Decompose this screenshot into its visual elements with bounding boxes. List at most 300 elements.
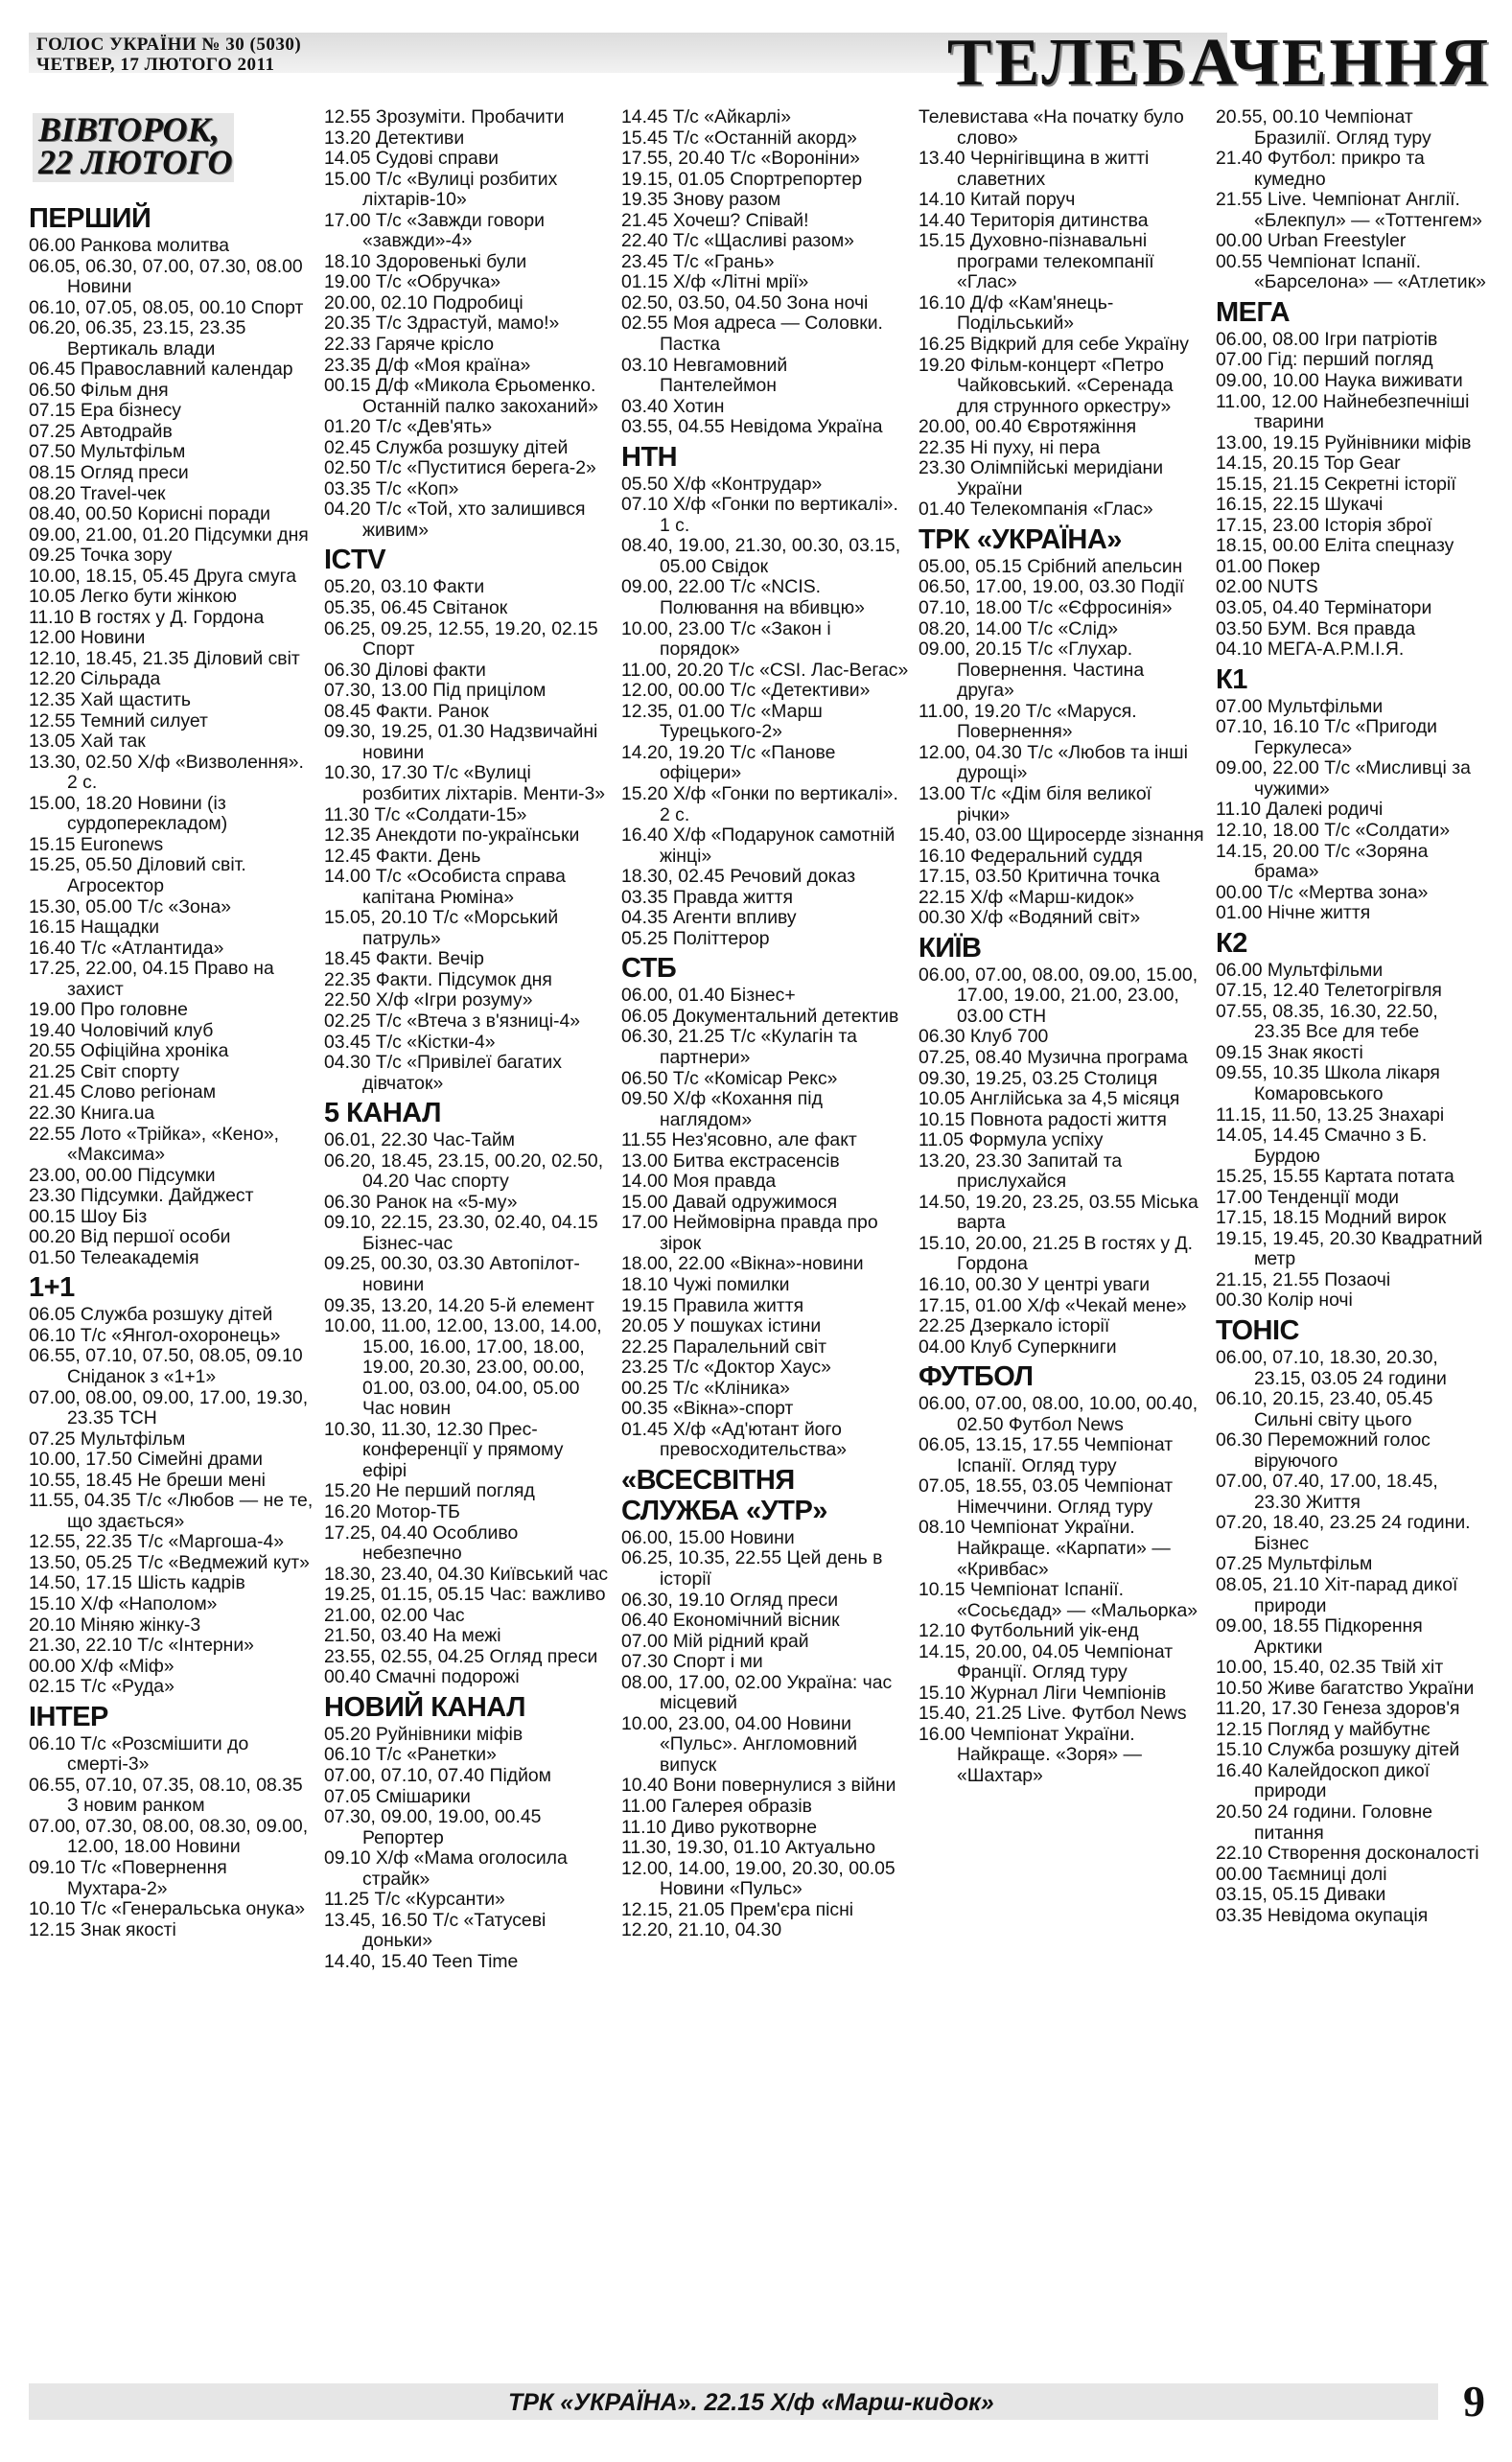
schedule-entry: 01.45 Х/ф «Ад'ютант його превосходительства» <box>621 1418 848 1461</box>
schedule-entry: 08.10 Чемпіонат України. Найкраще. «Карпати» — «Кривбас» <box>919 1517 1171 1580</box>
schedule-entry: 12.35 Хай щастить <box>29 689 191 711</box>
schedule-entry: 06.25, 10.35, 22.55 Цей день в історії <box>621 1547 883 1590</box>
schedule-entry: 09.30, 19.25, 03.25 Столиця <box>919 1067 1158 1089</box>
schedule-entry: 22.50 Х/ф «Ігри розуму» <box>324 989 533 1011</box>
schedule-entry: 07.05 Смішарики <box>324 1785 471 1807</box>
schedule-entry: 09.55, 10.35 Школа лікаря Комаровського <box>1216 1062 1440 1104</box>
schedule-entry: 00.00 Т/с «Мертва зона» <box>1216 881 1429 903</box>
schedule-entry: 14.10 Китай поруч <box>919 189 1076 211</box>
schedule-entry: 07.10, 16.10 Т/с «Пригоди Геркулеса» <box>1216 716 1438 758</box>
schedule-entry: 06.30 Переможний голос віруючого <box>1216 1429 1431 1472</box>
schedule-entry: 07.00 Гід: перший погляд <box>1216 349 1433 371</box>
channel-title: К1 <box>1216 663 1247 695</box>
issue-date: ЧЕТВЕР, 17 ЛЮТОГО 2011 <box>36 55 275 75</box>
day-weekday: ВІВТОРОК, <box>38 110 220 149</box>
channel-title: ПЕРШИЙ <box>29 203 151 234</box>
schedule-entry: 15.20 Х/ф «Гонки по вертикалі». 2 с. <box>621 782 898 825</box>
schedule-entry: 08.40, 19.00, 21.30, 00.30, 03.15, 05.00 Свідок <box>621 535 901 577</box>
schedule-entry: 20.00, 02.10 Подробиці <box>324 291 523 314</box>
schedule-entry: 06.30 Ранок на «5-му» <box>324 1191 518 1213</box>
schedule-entry: 06.05, 06.30, 07.00, 07.30, 08.00 Новини <box>29 255 303 298</box>
schedule-entry: 15.15 Euronews <box>29 833 164 855</box>
schedule-entry: 15.40, 03.00 Щиросерде зізнання <box>919 825 1204 847</box>
schedule-entry: 22.35 Факти. Підсумок дня <box>324 968 552 990</box>
schedule-entry: 05.20 Руйнівники міфів <box>324 1723 523 1745</box>
schedule-entry: 02.15 Т/с «Руда» <box>29 1676 174 1698</box>
schedule-entry: 16.10, 00.30 У центрі уваги <box>919 1273 1151 1295</box>
schedule-entry: 17.00 Неймовірна правда про зірок <box>621 1212 878 1254</box>
schedule-entry: 17.15, 03.50 Критична точка <box>919 866 1160 888</box>
schedule-entry: 06.00, 07.00, 08.00, 10.00, 00.40, 02.50 Футбол News <box>919 1393 1198 1435</box>
schedule-entry: 15.20 Не перший погляд <box>324 1480 535 1502</box>
schedule-entry: 00.25 Т/с «Кліника» <box>621 1377 790 1399</box>
channel-title: СТБ <box>621 953 677 985</box>
schedule-entry: 09.00, 20.15 Т/с «Глухар. Повернення. Частина друга» <box>919 639 1145 702</box>
schedule-column-3 <box>621 107 909 2370</box>
schedule-entry: 12.00, 14.00, 19.00, 20.30, 00.05 Новини «Пульс» <box>621 1857 896 1900</box>
schedule-entry: 09.10 Т/с «Повернення Мухтара-2» <box>29 1857 227 1899</box>
schedule-entry: 18.10 Чужі помилки <box>621 1273 790 1295</box>
schedule-entry: 06.05, 13.15, 17.55 Чемпіонат Іспанії. Огляд туру <box>919 1434 1174 1476</box>
schedule-entry: 15.15 Духовно-пізнавальні програми телекомпанії «Глас» <box>919 230 1154 293</box>
schedule-entry: 21.50, 03.40 На межі <box>324 1625 501 1647</box>
channel-title: ФУТБОЛ <box>919 1361 1034 1393</box>
schedule-entry: 07.00 Мій рідний край <box>621 1630 809 1652</box>
channel-title: К2 <box>1216 927 1247 959</box>
schedule-entry: 20.05 У пошуках істини <box>621 1315 822 1337</box>
schedule-entry: 12.15 Погляд у майбутнє <box>1216 1718 1431 1740</box>
schedule-entry: 00.40 Смачні подорожі <box>324 1666 520 1688</box>
schedule-entry: 11.30, 19.30, 01.10 Актуально <box>621 1837 875 1859</box>
schedule-entry: 06.50, 17.00, 19.00, 03.30 Події <box>919 576 1185 598</box>
schedule-entry: 07.00, 08.00, 09.00, 17.00, 19.30, 23.35 ТСН <box>29 1386 309 1429</box>
schedule-entry: 18.00, 22.00 «Вікна»-новини <box>621 1253 864 1275</box>
schedule-entry: 03.45 Т/с «Кістки-4» <box>324 1031 496 1053</box>
footer-bar <box>29 2383 1438 2420</box>
schedule-entry: 00.15 Д/ф «Микола Єрьоменко. Останній палко закоханий» <box>324 375 598 417</box>
schedule-entry: 06.00, 07.10, 18.30, 20.30, 23.15, 03.05 24 години <box>1216 1346 1447 1389</box>
schedule-entry: 23.35 Д/ф «Моя країна» <box>324 354 531 376</box>
schedule-entry: 13.05 Хай так <box>29 731 146 753</box>
schedule-entry: 10.30, 11.30, 12.30 Прес-конференції у прямому ефірі <box>324 1418 564 1481</box>
schedule-entry: 22.25 Паралельний світ <box>621 1336 827 1358</box>
schedule-entry: 23.00, 00.00 Підсумки <box>29 1164 216 1186</box>
schedule-entry: 06.05 Документальний детектив <box>621 1005 899 1027</box>
schedule-entry: 21.15, 21.55 Позаочі <box>1216 1268 1391 1290</box>
schedule-entry: 07.25 Автодрайв <box>29 420 173 442</box>
schedule-entry: 06.00, 08.00 Ігри патріотів <box>1216 328 1438 350</box>
schedule-entry: 02.50 Т/с «Пуститися берега-2» <box>324 457 596 479</box>
schedule-entry: 13.20 Детективи <box>324 127 465 149</box>
schedule-entry: 09.00, 21.00, 01.20 Підсумки дня <box>29 523 309 546</box>
schedule-entry: 21.00, 02.00 Час <box>324 1604 465 1626</box>
schedule-entry: 21.55 Live. Чемпіонат Англії. «Блекпул» — «Тоттенгем» <box>1216 189 1482 231</box>
schedule-entry: 14.40 Територія дитинства <box>919 209 1149 231</box>
schedule-entry: 06.10 Т/с «Янгол-охоронець» <box>29 1324 281 1346</box>
schedule-entry: 17.15, 01.00 Х/ф «Чекай мене» <box>919 1294 1187 1316</box>
schedule-entry: 15.10 Журнал Ліги Чемпіонів <box>919 1682 1167 1704</box>
schedule-entry: 16.15 Нащадки <box>29 917 160 939</box>
schedule-entry: 10.10 Т/с «Генеральська онука» <box>29 1898 306 1920</box>
schedule-entry: 20.10 Міняю жінку-3 <box>29 1614 201 1636</box>
schedule-entry: 00.15 Шоу Біз <box>29 1205 148 1227</box>
schedule-entry: 23.45 Т/с «Грань» <box>621 250 775 272</box>
schedule-entry: 15.10 Х/ф «Наполом» <box>29 1593 218 1614</box>
schedule-entry: 01.20 Т/с «Дев'ять» <box>324 416 493 438</box>
schedule-entry: 01.50 Телеакадемія <box>29 1246 199 1268</box>
schedule-entry: 01.00 Покер <box>1216 555 1320 577</box>
schedule-entry: 09.25 Точка зору <box>29 545 173 567</box>
schedule-entry: 15.15, 21.15 Секретні історії <box>1216 473 1456 495</box>
schedule-entry: 00.20 Від першої особи <box>29 1226 231 1248</box>
schedule-entry: 22.40 Т/с «Щасливі разом» <box>621 230 854 252</box>
schedule-entry: 06.55, 07.10, 07.50, 08.05, 09.10 Сніданок з «1+1» <box>29 1345 303 1387</box>
schedule-entry: 18.45 Факти. Вечір <box>324 948 484 970</box>
schedule-entry: 12.15, 21.05 Прем'єра пісні <box>621 1898 854 1920</box>
schedule-entry: 03.05, 04.40 Термінатори <box>1216 597 1432 619</box>
schedule-entry: 14.20, 19.20 Т/с «Панове офіцери» <box>621 741 836 784</box>
schedule-entry: 10.00, 17.50 Сімейні драми <box>29 1449 263 1471</box>
schedule-entry: 06.30 Ділові факти <box>324 659 486 681</box>
channel-title: КИЇВ <box>919 932 982 964</box>
schedule-entry: 07.00 Мультфільми <box>1216 695 1384 717</box>
channel-title: ТОНІС <box>1216 1314 1299 1346</box>
schedule-entry: 06.00, 07.00, 08.00, 09.00, 15.00, 17.00, 19.00, 21.00, 23.00, 03.00 СТН <box>919 964 1198 1027</box>
schedule-entry: 11.30 Т/с «Солдати-15» <box>324 803 527 825</box>
schedule-column-4 <box>919 107 1206 2370</box>
schedule-entry: 12.00, 00.00 Т/с «Детективи» <box>621 680 871 702</box>
schedule-entry: 08.20, 14.00 Т/с «Слід» <box>919 617 1119 639</box>
schedule-entry: 07.25, 08.40 Музична програма <box>919 1046 1188 1068</box>
schedule-entry: 12.10, 18.45, 21.35 Діловий світ <box>29 647 300 669</box>
channel-title: 5 КАНАЛ <box>324 1098 441 1129</box>
schedule-entry: 02.55 Моя адреса — Соловки. Пастка <box>621 313 883 356</box>
schedule-entry: 08.15 Огляд преси <box>29 462 189 484</box>
schedule-column-2 <box>324 107 612 2370</box>
schedule-entry: 12.55 Зрозуміти. Пробачити <box>324 107 565 128</box>
schedule-entry: 19.15 Правила життя <box>621 1294 804 1316</box>
schedule-entry: 09.25, 00.30, 03.30 Автопілот-новини <box>324 1253 580 1295</box>
schedule-entry: 14.05 Судові справи <box>324 148 499 170</box>
day-date: 22 ЛЮТОГО <box>38 143 233 181</box>
schedule-entry: 07.00, 07.10, 07.40 Підйом <box>324 1765 552 1787</box>
schedule-entry: 11.00 Галерея образів <box>621 1796 812 1818</box>
schedule-entry: 07.10 Х/ф «Гонки по вертикалі». 1 с. <box>621 494 898 536</box>
schedule-entry: 09.15 Знак якості <box>1216 1041 1363 1063</box>
schedule-entry: 18.10 Здоровенькі були <box>324 250 527 272</box>
schedule-entry: 10.00, 18.15, 05.45 Друга смуга <box>29 565 297 587</box>
schedule-entry: 02.50, 03.50, 04.50 Зона ночі <box>621 291 869 314</box>
schedule-entry: 09.30, 19.25, 01.30 Надзвичайні новини <box>324 721 598 763</box>
schedule-entry: 16.10 Федеральний суддя <box>919 845 1143 867</box>
schedule-entry: 14.00 Моя правда <box>621 1171 777 1193</box>
schedule-entry: 18.30, 23.40, 04.30 Київський час <box>324 1563 609 1585</box>
schedule-entry: 15.10, 20.00, 21.25 В гостях у Д. Гордона <box>919 1232 1194 1275</box>
schedule-entry: 23.25 Т/с «Доктор Хаус» <box>621 1357 831 1379</box>
schedule-entry: 05.00, 05.15 Срібний апельсин <box>919 555 1183 577</box>
schedule-entry: 00.00 Х/ф «Міф» <box>29 1655 174 1677</box>
schedule-column-5 <box>1216 107 1489 2370</box>
schedule-entry: 12.55, 22.35 Т/с «Маргоша-4» <box>29 1531 285 1553</box>
schedule-entry: 06.10, 20.15, 23.40, 05.45 Сильні світу цього <box>1216 1388 1433 1430</box>
schedule-entry: 15.00, 18.20 Новини (із сурдоперекладом) <box>29 792 228 835</box>
schedule-entry: 09.00, 22.00 Т/с «Мисливці за чужими» <box>1216 757 1471 800</box>
channel-title: ICTV <box>324 545 386 576</box>
schedule-entry: 07.05, 18.55, 03.05 Чемпіонат Німеччини. Огляд туру <box>919 1475 1174 1518</box>
channel-title: МЕГА <box>1216 296 1291 328</box>
schedule-entry: 15.00 Т/с «Вулиці розбитих ліхтарів-10» <box>324 168 558 211</box>
schedule-entry: 07.55, 08.35, 16.30, 22.50, 23.35 Все для тебе <box>1216 1000 1438 1043</box>
schedule-entry: 14.40, 15.40 Teen Time <box>324 1950 519 1972</box>
channel-title: «ВСЕСВІТНЯ СЛУЖБА «УТР» <box>621 1464 827 1526</box>
schedule-entry: 07.15 Ера бізнесу <box>29 400 181 422</box>
schedule-entry: 12.10, 18.00 Т/с «Солдати» <box>1216 819 1451 841</box>
schedule-entry: 14.15, 20.00, 04.05 Чемпіонат Франції. Огляд туру <box>919 1640 1174 1684</box>
schedule-entry: 10.40 Вони повернулися з війни <box>621 1775 896 1797</box>
schedule-entry: 06.25, 09.25, 12.55, 19.20, 02.15 Спорт <box>324 617 598 661</box>
schedule-entry: 06.55, 07.10, 07.35, 08.10, 08.35 З новим ранком <box>29 1774 303 1817</box>
schedule-entry: 06.10 Т/с «Ранетки» <box>324 1744 497 1766</box>
schedule-entry: 19.20 Фільм-концерт «Петро Чайковський. «Серенада для струнного оркестру» <box>919 354 1174 417</box>
channel-title: ІНТЕР <box>29 1701 108 1732</box>
schedule-entry: 13.20, 23.30 Запитай та прислухайся <box>919 1150 1123 1193</box>
schedule-entry: 23.55, 02.55, 04.25 Огляд преси <box>324 1645 598 1667</box>
schedule-entry: 00.00 Таємниці долі <box>1216 1863 1387 1885</box>
schedule-entry: 00.55 Чемпіонат Іспанії. «Барселона» — «Атлетик» <box>1216 250 1486 293</box>
schedule-entry: 11.00, 19.20 Т/с «Маруся. Повернення» <box>919 700 1137 743</box>
schedule-entry: 07.00, 07.30, 08.00, 08.30, 09.00, 12.00, 18.00 Новини <box>29 1815 309 1858</box>
schedule-entry: 12.10 Футбольний уік-енд <box>919 1620 1139 1642</box>
schedule-entry: 13.00, 19.15 Руйнівники міфів <box>1216 431 1472 453</box>
schedule-entry: 08.40, 00.50 Корисні поради <box>29 503 271 525</box>
schedule-entry: 06.10 Т/с «Розсмішити до смерті-3» <box>29 1732 249 1776</box>
schedule-entry: 12.00, 04.30 Т/с «Любов та інші дурощі» <box>919 741 1188 784</box>
schedule-entry: 03.50 БУМ. Вся правда <box>1216 617 1416 639</box>
schedule-entry: 09.10, 22.15, 23.30, 02.40, 04.15 Бізнес-час <box>324 1212 598 1254</box>
schedule-entry: 22.33 Гаряче крісло <box>324 334 495 356</box>
schedule-entry: 17.55, 20.40 Т/с «Вороніни» <box>621 148 860 170</box>
schedule-entry: 06.20, 06.35, 23.15, 23.35 Вертикаль влади <box>29 317 246 360</box>
schedule-entry: 15.10 Служба розшуку дітей <box>1216 1739 1460 1761</box>
schedule-entry: 13.00 Т/с «Дім біля великої річки» <box>919 782 1152 825</box>
schedule-entry: 12.35, 01.00 Т/с «Марш Турецького-2» <box>621 700 823 743</box>
schedule-entry: 04.30 Т/с «Привілеї багатих дівчаток» <box>324 1052 562 1094</box>
schedule-column-1 <box>29 199 316 2462</box>
schedule-entry: 14.50, 19.20, 23.25, 03.55 Міська варта <box>919 1191 1198 1234</box>
schedule-entry: 07.15, 12.40 Телетогрігвля <box>1216 980 1442 1002</box>
schedule-entry: 06.00, 15.00 Новини <box>621 1526 795 1548</box>
schedule-entry: 09.35, 13.20, 14.20 5-й елемент <box>324 1294 594 1316</box>
schedule-entry: 04.35 Агенти впливу <box>621 907 797 929</box>
schedule-entry: 18.30, 02.45 Речовий доказ <box>621 866 856 888</box>
schedule-entry: 03.15, 05.15 Диваки <box>1216 1884 1386 1906</box>
schedule-entry: 06.30, 19.10 Огляд преси <box>621 1589 839 1611</box>
schedule-entry: 20.00, 00.40 Євротяжіння <box>919 416 1137 438</box>
schedule-entry: 12.20, 21.10, 04.30 <box>621 1919 782 1941</box>
schedule-entry: 01.15 Х/ф «Літні мрії» <box>621 271 809 293</box>
schedule-entry: 19.35 Знову разом <box>621 189 781 211</box>
schedule-entry: 22.10 Створення досконалості <box>1216 1843 1479 1865</box>
schedule-entry: 05.35, 06.45 Світанок <box>324 597 508 619</box>
schedule-entry: 05.50 Х/ф «Контрудар» <box>621 473 823 495</box>
schedule-entry: 10.55, 18.45 Не бреши мені <box>29 1469 266 1491</box>
schedule-entry: 16.10 Д/ф «Кам'янець-Подільський» <box>919 291 1114 335</box>
schedule-entry: 11.55, 04.35 Т/с «Любов — не те, що здається» <box>29 1490 314 1532</box>
schedule-entry: 06.50 Фільм дня <box>29 379 169 401</box>
schedule-entry: 15.45 Т/с «Останній акорд» <box>621 127 857 149</box>
schedule-entry: 19.40 Чоловічий клуб <box>29 1019 214 1041</box>
schedule-entry: 22.55 Лото «Трійка», «Кено», «Максима» <box>29 1123 280 1166</box>
schedule-entry: 10.05 Легко бути жінкою <box>29 586 237 608</box>
schedule-entry: 02.45 Служба розшуку дітей <box>324 436 569 458</box>
schedule-entry: 07.25 Мультфільм <box>1216 1553 1373 1575</box>
schedule-entry: 10.00, 11.00, 12.00, 13.00, 14.00, 15.00, 16.00, 17.00, 18.00, 19.00, 20.30, 23.00, 00.00, 01.00, 03.00, 04.00, 05.00 Час новин <box>324 1315 602 1420</box>
schedule-entry: 15.25, 15.55 Картата потата <box>1216 1166 1454 1188</box>
schedule-entry: 10.50 Живе багатство України <box>1216 1677 1475 1699</box>
schedule-entry: 10.30, 17.30 Т/с «Вулиці розбитих ліхтарів. Менти-3» <box>324 762 606 804</box>
schedule-entry: 16.00 Чемпіонат України. Найкраще. «Зоря» — «Шахтар» <box>919 1723 1142 1787</box>
schedule-entry: 18.15, 00.00 Еліта спецназу <box>1216 535 1454 557</box>
schedule-entry: 07.00, 07.40, 17.00, 18.45, 23.30 Життя <box>1216 1471 1438 1513</box>
schedule-entry: 20.35 Т/с Здрастуй, мамо!» <box>324 313 560 335</box>
channel-title: ТРК «УКРАЇНА» <box>919 523 1122 555</box>
paper-name: ГОЛОС УКРАЇНИ № 30 (5030) <box>36 35 302 55</box>
schedule-entry: 06.00, 01.40 Бізнес+ <box>621 985 796 1007</box>
schedule-entry: 20.50 24 години. Головне питання <box>1216 1801 1433 1844</box>
schedule-entry: 16.20 Мотор-ТБ <box>324 1501 460 1522</box>
schedule-entry: 12.20 Сільрада <box>29 668 161 690</box>
schedule-entry: 11.20, 17.30 Генеза здоров'я <box>1216 1698 1460 1720</box>
schedule-entry: 11.15, 11.50, 13.25 Знахарі <box>1216 1103 1445 1126</box>
schedule-entry: 06.30 Клуб 700 <box>919 1026 1049 1048</box>
schedule-entry: 00.30 Х/ф «Водяний світ» <box>919 907 1141 929</box>
schedule-entry: 00.30 Колір ночі <box>1216 1289 1353 1312</box>
schedule-entry: 01.00 Нічне життя <box>1216 902 1371 924</box>
schedule-entry: 04.00 Клуб Суперкниги <box>919 1336 1117 1358</box>
schedule-entry: 22.35 Ні пуху, ні пера <box>919 436 1101 458</box>
schedule-entry: 19.15, 19.45, 20.30 Квадратний метр <box>1216 1227 1483 1270</box>
schedule-entry: 02.00 NUTS <box>1216 576 1318 598</box>
schedule-entry: 17.00 Т/с «Завжди говори «завжди»-4» <box>324 209 546 252</box>
schedule-entry: 00.00 Urban Freestyler <box>1216 230 1407 252</box>
schedule-entry: 11.00, 20.20 Т/с «CSI. Лас-Вегас» <box>621 659 909 681</box>
schedule-entry: 04.20 Т/с «Той, хто залишився живим» <box>324 499 586 541</box>
schedule-entry: 16.15, 22.15 Шукачі <box>1216 494 1384 516</box>
schedule-entry: 10.05 Англійська за 4,5 місяця <box>919 1088 1180 1110</box>
schedule-entry: 10.15 Повнота радості життя <box>919 1108 1167 1130</box>
schedule-entry: 23.30 Підсумки. Дайджест <box>29 1185 254 1207</box>
schedule-entry: 21.40 Футбол: прикро та кумедно <box>1216 148 1425 190</box>
schedule-entry: 15.00 Давай одружимося <box>621 1191 838 1213</box>
schedule-entry: 17.15, 18.15 Модний вирок <box>1216 1207 1447 1229</box>
schedule-entry: 12.00 Новини <box>29 627 146 649</box>
schedule-entry: 11.10 Диво рукотворне <box>621 1816 818 1838</box>
schedule-entry: 07.10, 18.00 Т/с «Єфросинія» <box>919 597 1173 619</box>
schedule-entry: 22.30 Книга.ua <box>29 1102 155 1124</box>
schedule-entry: 03.35 Правда життя <box>621 886 794 908</box>
footer-promo: ТРК «УКРАЇНА». 22.15 Х/ф «Марш-кидок» <box>508 2389 994 2416</box>
schedule-entry: 21.45 Слово регіонам <box>29 1081 217 1103</box>
schedule-entry: 15.25, 05.50 Діловий світ. Агросектор <box>29 854 246 896</box>
schedule-entry: 22.15 Х/ф «Марш-кидок» <box>919 886 1134 908</box>
schedule-entry: 06.45 Православний календар <box>29 359 293 381</box>
schedule-entry: 15.05, 20.10 Т/с «Морський патруль» <box>324 907 559 949</box>
schedule-entry: 07.20, 18.40, 23.25 24 години. Бізнес <box>1216 1512 1471 1554</box>
schedule-entry: 07.25 Мультфільм <box>29 1428 186 1450</box>
schedule-entry: 03.35 Т/с «Коп» <box>324 477 459 499</box>
schedule-entry: 10.00, 23.00, 04.00 Новини «Пульс». Англомовний випуск <box>621 1712 858 1776</box>
schedule-entry: 07.30, 09.00, 19.00, 00.45 Репортер <box>324 1806 542 1848</box>
schedule-entry: 03.35 Невідома окупація <box>1216 1904 1429 1926</box>
schedule-entry: 21.30, 22.10 Т/с «Інтерни» <box>29 1635 254 1657</box>
schedule-entry: 06.00 Ранкова молитва <box>29 235 230 256</box>
schedule-entry: 11.00, 12.00 Найнебезпечніші тварини <box>1216 390 1470 433</box>
schedule-entry: 21.25 Світ спорту <box>29 1060 179 1082</box>
schedule-entry: 13.40 Чернігівщина в житті славетних <box>919 148 1150 190</box>
schedule-entry: 08.05, 21.10 Хіт-парад дикої природи <box>1216 1574 1458 1616</box>
schedule-entry: 07.30, 13.00 Під прицілом <box>324 680 547 702</box>
schedule-entry: 17.25, 04.40 Особливо небезпечно <box>324 1521 519 1565</box>
schedule-entry: 16.40 Х/ф «Подарунок самотній жінці» <box>621 825 896 867</box>
schedule-entry: 07.30 Спорт і ми <box>621 1651 763 1673</box>
page-number: 9 <box>1463 2377 1485 2426</box>
schedule-entry: 06.01, 22.30 Час-Тайм <box>324 1129 515 1151</box>
schedule-entry: 11.10 В гостях у Д. Гордона <box>29 606 265 628</box>
schedule-entry: 17.25, 22.00, 04.15 Право на захист <box>29 958 274 1000</box>
schedule-entry: 10.15 Чемпіонат Іспанії. «Сосьєдад» — «Мальорка» <box>919 1579 1198 1621</box>
schedule-entry: 08.20 Travel-чек <box>29 482 166 504</box>
schedule-entry: 23.30 Олімпійські меридіани України <box>919 457 1164 499</box>
masthead <box>29 27 1491 102</box>
schedule-entry: 06.00 Мультфільми <box>1216 959 1384 981</box>
schedule-entry: 11.10 Далекі родичі <box>1216 799 1384 821</box>
schedule-entry: 19.00 Про головне <box>29 999 188 1021</box>
schedule-entry: 11.55 Нез'ясовно, але факт <box>621 1129 857 1151</box>
schedule-entry: 14.15, 20.00 Т/с «Зоряна брама» <box>1216 840 1429 883</box>
schedule-entry: 11.25 Т/с «Курсанти» <box>324 1889 505 1911</box>
schedule-entry: 06.30, 21.25 Т/с «Кулагін та партнери» <box>621 1026 857 1068</box>
schedule-entry: 13.30, 02.50 Х/ф «Визволення». 2 с. <box>29 751 304 794</box>
channel-title: НТН <box>621 441 678 473</box>
schedule-entry: 07.50 Мультфільм <box>29 441 186 463</box>
schedule-entry: 19.25, 01.15, 05.15 Час: важливо <box>324 1584 606 1606</box>
schedule-entry: 08.00, 17.00, 02.00 Україна: час місцевий <box>621 1671 893 1714</box>
schedule-entry: 19.00 Т/с «Обручка» <box>324 271 501 293</box>
schedule-entry: 13.50, 05.25 Т/с «Ведмежий кут» <box>29 1551 310 1573</box>
schedule-entry: 09.00, 18.55 Підкорення Арктики <box>1216 1615 1423 1658</box>
schedule-entry: 15.30, 05.00 Т/с «Зона» <box>29 895 232 917</box>
schedule-entry: 09.50 Х/ф «Кохання під наглядом» <box>621 1088 823 1130</box>
schedule-entry: 22.25 Дзеркало історії <box>919 1315 1110 1337</box>
schedule-entry: 13.00 Битва екстрасенсів <box>621 1150 840 1172</box>
schedule-entry: 10.00, 23.00 Т/с «Закон і порядок» <box>621 617 831 661</box>
issue-info <box>36 35 301 75</box>
schedule-entry: 14.45 Т/с «Айкарлі» <box>621 107 791 128</box>
channel-title: НОВИЙ КАНАЛ <box>324 1691 525 1723</box>
schedule-entry: 05.25 Політтерор <box>621 927 770 949</box>
schedule-entry: 17.15, 23.00 Історія зброї <box>1216 514 1432 536</box>
schedule-entry: 14.05, 14.45 Смачно з Б. Бурдою <box>1216 1125 1428 1167</box>
schedule-entry: 06.40 Економічний вісник <box>621 1610 840 1632</box>
schedule-entry: 13.45, 16.50 Т/с «Татусеві доньки» <box>324 1909 547 1952</box>
schedule-entry: 16.40 Т/с «Атлантида» <box>29 937 224 959</box>
schedule-entry: 16.25 Відкрий для себе Україну <box>919 334 1189 356</box>
schedule-entry: Телевистава «На початку було слово» <box>919 107 1184 149</box>
schedule-entry: 19.15, 01.05 Спортрепортер <box>621 168 863 190</box>
schedule-entry: 03.40 Хотин <box>621 395 725 417</box>
schedule-entry: 02.25 Т/с «Втеча з в'язниці-4» <box>324 1010 581 1032</box>
channel-title: 1+1 <box>29 1272 75 1304</box>
